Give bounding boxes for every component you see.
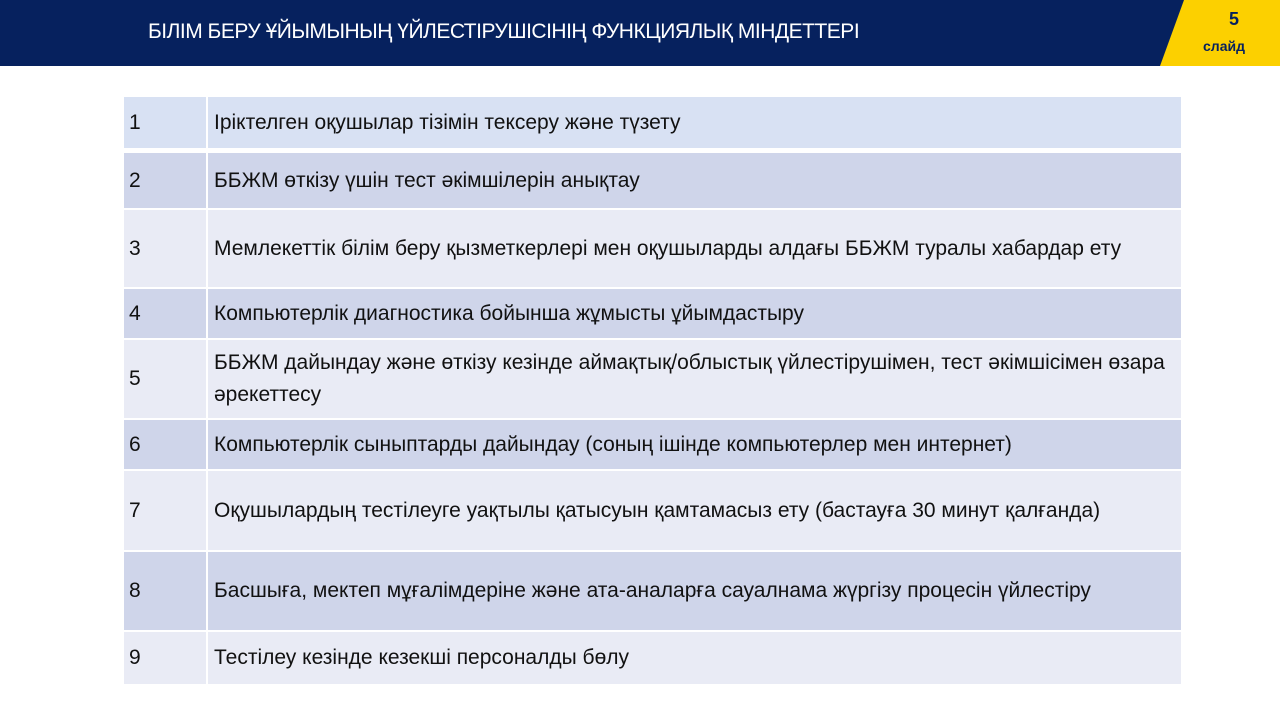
table-row [124,471,1181,552]
row-text: Тестілеу кезінде кезекші персоналды бөлу [214,646,630,669]
table-row [124,552,1181,632]
row-number: 2 [124,153,208,208]
row-text: Іріктелген оқушылар тізімін тексеру және түзету [214,110,681,134]
table-row [124,340,1181,420]
slide-label: слайд [1203,38,1245,54]
page-title: БІЛІМ БЕРУ ҰЙЫМЫНЫҢ ҮЙЛЕСТІРУШІСІНІҢ ФУНКЦИЯЛЫҚ МІНДЕТТЕРІ [148,20,860,43]
duties-table [124,97,1181,684]
header-bar [0,0,1280,66]
row-text: Мемлекеттік білім беру қызметкерлері мен оқушыларды алдағы ББЖМ туралы хабардар ету [214,236,1122,260]
row-number: 9 [124,632,208,684]
row-number: 8 [124,552,208,630]
table-row [124,289,1181,340]
row-text: ББЖМ өткізу үшін тест әкімшілерін анықтау [214,168,640,192]
row-number: 7 [124,471,208,550]
row-number: 5 [124,340,208,418]
table-row [124,153,1181,210]
row-text: Басшыға, мектеп мұғалімдеріне және ата-аналарға сауалнама жүргізу процесін үйлестіру [214,579,1091,602]
row-text: Компьютерлік сыныптарды дайындау (соның ішінде компьютерлер мен интернет) [214,432,1012,456]
table-row [124,420,1181,471]
row-number: 1 [124,97,208,148]
row-text: Оқушылардың тестілеуге уақтылы қатысуын қамтамасыз ету (бастауға 30 минут қалғанда) [214,498,1101,522]
row-number: 3 [124,210,208,287]
row-number: 4 [124,289,208,338]
slide-number: 5 [1228,9,1239,29]
table-row [124,210,1181,289]
row-number: 6 [124,420,208,469]
table-row [124,97,1181,153]
row-text: ББЖМ дайындау және өткізу кезінде аймақтық/облыстық үйлестірушімен, тест әкімшісімен өзара әрекеттесу [214,351,1165,406]
table-row [124,632,1181,684]
row-text: Компьютерлік диагностика бойынша жұмысты ұйымдастыру [214,301,804,325]
